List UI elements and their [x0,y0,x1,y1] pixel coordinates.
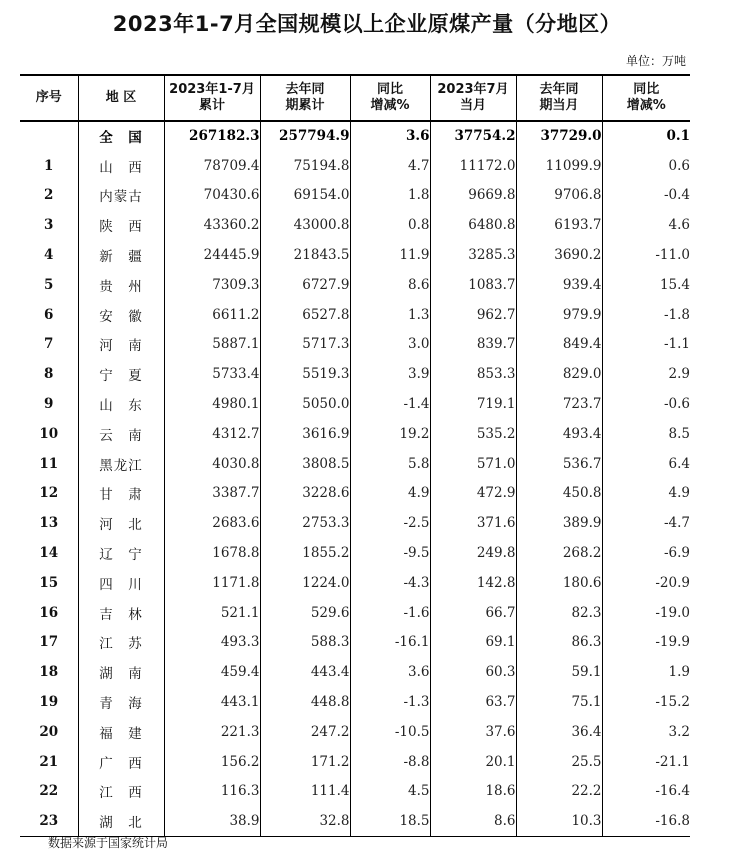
cell-yoy-cum: 3.0 [350,330,430,360]
cell-yoy-jul: -1.1 [602,330,690,360]
header-cum-2022: 去年同 期累计 [260,75,350,121]
table-row [20,747,690,777]
cell-yoy-cum: -1.6 [350,598,430,628]
cell-cum-2022: 5519.3 [260,359,350,389]
cell-yoy-jul: 8.5 [602,419,690,449]
cell-jul-2022: 180.6 [516,568,602,598]
table-row [20,687,690,717]
cell-yoy-jul: -20.9 [602,568,690,598]
cell-seq [20,121,78,151]
cell-yoy-jul: -16.4 [602,777,690,807]
cell-yoy-cum: 19.2 [350,419,430,449]
cell-jul-2022: 849.4 [516,330,602,360]
cell-yoy-cum: 18.5 [350,806,430,836]
cell-region: 宁 夏 [78,359,164,389]
cell-region: 河 南 [78,330,164,360]
table-row [20,330,690,360]
cell-yoy-jul: -16.8 [602,806,690,836]
cell-yoy-jul: -6.9 [602,538,690,568]
table-row [20,657,690,687]
cell-cum-2022: 69154.0 [260,181,350,211]
cell-seq: 11 [39,455,59,472]
cell-yoy-jul: -19.0 [602,598,690,628]
header-cum-2023: 2023年1-7月 累计 [164,75,260,121]
cell-jul-2023: 6480.8 [430,210,516,240]
table-row [20,210,690,240]
cell-jul-2022: 10.3 [516,806,602,836]
page-title: 2023年1-7月全国规模以上企业原煤产量（分地区） [112,12,622,36]
cell-region: 贵 州 [78,270,164,300]
table-row [20,240,690,270]
cell-jul-2022: 11099.9 [516,151,602,181]
cell-region: 广 西 [78,747,164,777]
cell-cum-2022: 443.4 [260,657,350,687]
cell-jul-2023: 719.1 [430,389,516,419]
cell-region: 山 东 [78,389,164,419]
cell-cum-2023: 221.3 [164,717,260,747]
cell-jul-2023: 69.1 [430,628,516,658]
table-row [20,359,690,389]
cell-jul-2022: 829.0 [516,359,602,389]
header-jul-2023: 2023年7月 当月 [430,75,516,121]
cell-seq: 9 [44,396,54,413]
cell-cum-2022: 448.8 [260,687,350,717]
cell-jul-2022: 86.3 [516,628,602,658]
table-row [20,508,690,538]
cell-jul-2023: 962.7 [430,300,516,330]
cell-yoy-cum: -16.1 [350,628,430,658]
cell-region: 江 西 [78,777,164,807]
cell-region: 内蒙古 [78,181,164,211]
cell-cum-2023: 1678.8 [164,538,260,568]
cell-yoy-jul: 6.4 [602,449,690,479]
cell-cum-2022: 5050.0 [260,389,350,419]
cell-yoy-jul: -0.6 [602,389,690,419]
cell-region: 全 国 [78,121,164,151]
cell-jul-2023: 1083.7 [430,270,516,300]
cell-region: 江 苏 [78,628,164,658]
cell-region: 辽 宁 [78,538,164,568]
cell-yoy-jul: -15.2 [602,687,690,717]
cell-seq: 7 [44,336,54,353]
cell-jul-2023: 9669.8 [430,181,516,211]
cell-cum-2023: 3387.7 [164,479,260,509]
cell-yoy-cum: 8.6 [350,270,430,300]
cell-cum-2023: 116.3 [164,777,260,807]
cell-yoy-jul: -11.0 [602,240,690,270]
cell-jul-2023: 37.6 [430,717,516,747]
cell-yoy-cum: 4.7 [350,151,430,181]
cell-cum-2023: 38.9 [164,806,260,836]
cell-yoy-jul: -21.1 [602,747,690,777]
cell-seq: 17 [39,634,59,651]
cell-seq: 5 [44,276,54,293]
cell-jul-2023: 20.1 [430,747,516,777]
cell-cum-2022: 1855.2 [260,538,350,568]
cell-yoy-jul: 0.6 [602,151,690,181]
cell-jul-2022: 268.2 [516,538,602,568]
cell-region: 陕 西 [78,210,164,240]
cell-yoy-jul: -1.8 [602,300,690,330]
cell-seq: 3 [44,217,54,234]
table-row [20,181,690,211]
cell-jul-2022: 450.8 [516,479,602,509]
cell-seq: 14 [39,545,59,562]
table-row [20,419,690,449]
cell-yoy-jul: 2.9 [602,359,690,389]
cell-seq: 8 [44,366,54,383]
table-row [20,300,690,330]
cell-seq: 22 [39,783,59,800]
cell-cum-2022: 2753.3 [260,508,350,538]
cell-yoy-cum: 5.8 [350,449,430,479]
cell-cum-2023: 4030.8 [164,449,260,479]
table-row [20,270,690,300]
cell-seq: 20 [39,723,59,740]
unit-label: 单位：万吨 [625,54,686,68]
cell-region: 湖 北 [78,806,164,836]
header-yoy-cum: 同比 增减% [350,75,430,121]
cell-cum-2022: 5717.3 [260,330,350,360]
cell-jul-2022: 59.1 [516,657,602,687]
cell-jul-2022: 536.7 [516,449,602,479]
cell-region: 四 川 [78,568,164,598]
cell-jul-2023: 3285.3 [430,240,516,270]
cell-jul-2023: 371.6 [430,508,516,538]
cell-cum-2022: 3228.6 [260,479,350,509]
cell-cum-2023: 70430.6 [164,181,260,211]
cell-region: 安 徽 [78,300,164,330]
header-seq: 序号 [20,75,78,121]
cell-cum-2023: 5887.1 [164,330,260,360]
cell-cum-2022: 43000.8 [260,210,350,240]
cell-cum-2023: 7309.3 [164,270,260,300]
cell-yoy-cum: 1.3 [350,300,430,330]
cell-yoy-cum: -8.8 [350,747,430,777]
cell-cum-2023: 267182.3 [164,121,260,151]
cell-cum-2023: 4312.7 [164,419,260,449]
table-row [20,568,690,598]
cell-jul-2022: 37729.0 [516,121,602,151]
cell-cum-2023: 521.1 [164,598,260,628]
cell-region: 湖 南 [78,657,164,687]
cell-cum-2022: 3616.9 [260,419,350,449]
cell-jul-2022: 36.4 [516,717,602,747]
table-row [20,717,690,747]
cell-cum-2022: 171.2 [260,747,350,777]
cell-yoy-jul: -19.9 [602,628,690,658]
header-region: 地 区 [78,75,164,121]
cell-yoy-jul: 4.9 [602,479,690,509]
table-row [20,538,690,568]
cell-region: 新 疆 [78,240,164,270]
cell-seq: 23 [20,806,78,836]
cell-cum-2022: 1224.0 [260,568,350,598]
cell-cum-2023: 5733.4 [164,359,260,389]
cell-seq: 21 [39,753,59,770]
cell-jul-2022: 25.5 [516,747,602,777]
cell-jul-2023: 839.7 [430,330,516,360]
cell-cum-2023: 493.3 [164,628,260,658]
table-row [20,628,690,658]
cell-region: 青 海 [78,687,164,717]
cell-region: 云 南 [78,419,164,449]
cell-cum-2022: 6527.8 [260,300,350,330]
cell-cum-2023: 443.1 [164,687,260,717]
cell-jul-2023: 18.6 [430,777,516,807]
cell-yoy-jul: -0.4 [602,181,690,211]
cell-jul-2023: 472.9 [430,479,516,509]
cell-jul-2023: 60.3 [430,657,516,687]
cell-yoy-cum: 1.8 [350,181,430,211]
cell-seq: 4 [44,247,54,264]
cell-cum-2023: 459.4 [164,657,260,687]
cell-seq: 15 [39,574,59,591]
cell-cum-2022: 75194.8 [260,151,350,181]
cell-yoy-jul: -4.7 [602,508,690,538]
cell-cum-2023: 43360.2 [164,210,260,240]
cell-yoy-cum: 0.8 [350,210,430,240]
cell-cum-2022: 21843.5 [260,240,350,270]
table-body [20,121,690,836]
cell-yoy-cum: -4.3 [350,568,430,598]
cell-jul-2023: 8.6 [430,806,516,836]
cell-jul-2022: 82.3 [516,598,602,628]
cell-seq: 18 [39,664,59,681]
cell-jul-2023: 249.8 [430,538,516,568]
cell-cum-2022: 257794.9 [260,121,350,151]
header-row [20,75,690,121]
cell-yoy-cum: 11.9 [350,240,430,270]
cell-yoy-jul: 1.9 [602,657,690,687]
cell-cum-2022: 3808.5 [260,449,350,479]
cell-yoy-cum: 3.9 [350,359,430,389]
cell-jul-2023: 142.8 [430,568,516,598]
cell-jul-2023: 11172.0 [430,151,516,181]
header-jul-2022: 去年同 期当月 [516,75,602,121]
cell-seq: 16 [39,604,59,621]
cell-region: 山 西 [78,151,164,181]
cell-cum-2023: 6611.2 [164,300,260,330]
cell-yoy-jul: 4.6 [602,210,690,240]
table-row [20,777,690,807]
table-row [20,479,690,509]
table-row [20,449,690,479]
cell-yoy-cum: -2.5 [350,508,430,538]
cell-jul-2023: 853.3 [430,359,516,389]
cell-yoy-cum: -10.5 [350,717,430,747]
cell-yoy-cum: 4.9 [350,479,430,509]
cell-cum-2022: 111.4 [260,777,350,807]
cell-region: 甘 肃 [78,479,164,509]
cell-seq: 13 [39,515,59,532]
cell-cum-2022: 247.2 [260,717,350,747]
cell-seq: 1 [44,157,54,174]
cell-jul-2023: 66.7 [430,598,516,628]
cell-cum-2022: 588.3 [260,628,350,658]
cell-jul-2023: 535.2 [430,419,516,449]
cell-jul-2023: 571.0 [430,449,516,479]
table-row [20,389,690,419]
cell-cum-2023: 156.2 [164,747,260,777]
cell-yoy-cum: -1.3 [350,687,430,717]
cell-cum-2023: 2683.6 [164,508,260,538]
cell-jul-2022: 9706.8 [516,181,602,211]
cell-jul-2023: 37754.2 [430,121,516,151]
cell-yoy-cum: 3.6 [350,657,430,687]
cell-yoy-cum: -1.4 [350,389,430,419]
cell-yoy-cum: 3.6 [350,121,430,151]
cell-jul-2022: 723.7 [516,389,602,419]
cell-jul-2022: 3690.2 [516,240,602,270]
cell-jul-2023: 63.7 [430,687,516,717]
cell-yoy-cum: 4.5 [350,777,430,807]
cell-seq: 2 [44,187,54,204]
cell-cum-2023: 78709.4 [164,151,260,181]
cell-region: 河 北 [78,508,164,538]
cell-jul-2022: 6193.7 [516,210,602,240]
coal-production-table [20,74,690,837]
cell-seq: 19 [39,694,59,711]
table-row [20,598,690,628]
cell-region: 黑龙江 [78,449,164,479]
cell-jul-2022: 493.4 [516,419,602,449]
table-row-total [20,121,690,151]
cell-cum-2022: 6727.9 [260,270,350,300]
cell-jul-2022: 75.1 [516,687,602,717]
cell-seq: 12 [39,485,59,502]
cell-cum-2022: 529.6 [260,598,350,628]
cell-jul-2022: 22.2 [516,777,602,807]
cell-seq: 6 [44,306,54,323]
cell-yoy-jul: 0.1 [602,121,690,151]
cell-region: 吉 林 [78,598,164,628]
cell-jul-2022: 389.9 [516,508,602,538]
cell-cum-2023: 4980.1 [164,389,260,419]
source-note: 数据来源于国家统计局 [48,836,169,850]
cell-jul-2022: 939.4 [516,270,602,300]
cell-cum-2023: 1171.8 [164,568,260,598]
cell-seq: 10 [39,425,59,442]
cell-yoy-jul: 3.2 [602,717,690,747]
cell-yoy-jul: 15.4 [602,270,690,300]
table-row [20,806,690,836]
cell-region: 福 建 [78,717,164,747]
header-yoy-jul: 同比 增减% [602,75,690,121]
table-row [20,151,690,181]
cell-cum-2023: 24445.9 [164,240,260,270]
cell-yoy-cum: -9.5 [350,538,430,568]
cell-cum-2022: 32.8 [260,806,350,836]
cell-jul-2022: 979.9 [516,300,602,330]
